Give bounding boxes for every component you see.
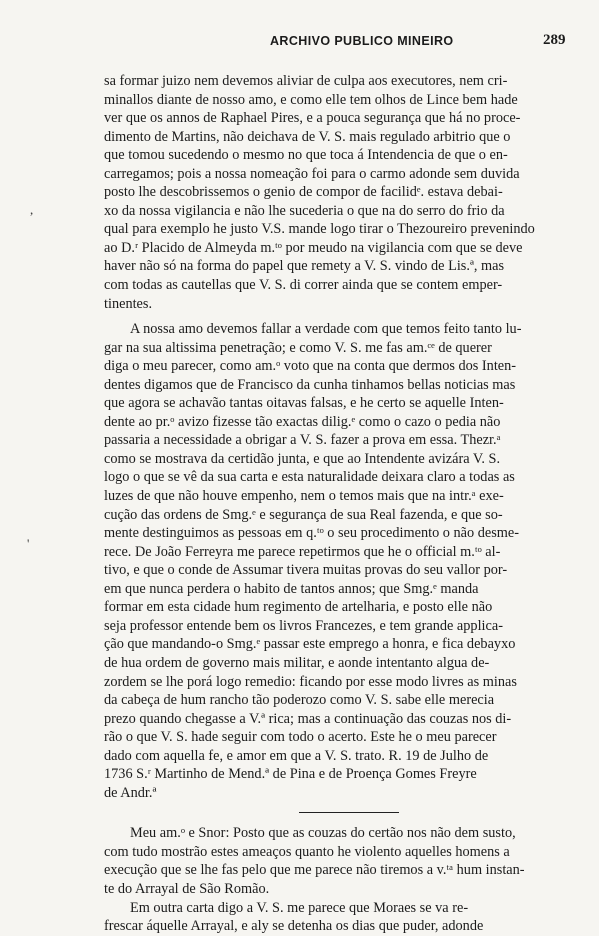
text-line: diga o meu parecer, como am.ᵒ voto que na conta que dermos dos Inten- xyxy=(104,358,517,375)
text-line: seja professor entende bem os livros Francezes, e tem grande applica- xyxy=(104,617,503,634)
text-line: tinentes. xyxy=(104,295,153,312)
text-line: A nossa amo devemos fallar a verdade com que temos feito tanto lu- xyxy=(130,321,522,338)
text-line: passaria a necessidade a obrigar a V. S. fazer a prova em essa. Thezr.ᵃ xyxy=(104,432,501,449)
section-divider xyxy=(299,812,399,813)
text-line: dente ao pr.ᵒ avizo fizesse tão exactas dilig.ᵉ como o cazo o pedia não xyxy=(104,413,501,430)
text-line: que agora se achavão tantas oitavas falsas, e he certo se aquelle Inten- xyxy=(104,395,504,412)
text-line: logo o que se vê da sua carta e esta naturalidade deixara claro a todas as xyxy=(104,469,515,486)
letter-1 xyxy=(104,72,574,802)
text-line: dimento de Martins, não deichava de V. S. mais regulado arbitrio que o xyxy=(104,128,511,145)
running-head: ARCHIVO PUBLICO MINEIRO xyxy=(270,34,454,48)
text-line: xo da nossa vigilancia e não lhe sucederia o que na do serro do frio da xyxy=(104,202,505,219)
text-line: sa formar juizo nem devemos aliviar de culpa aos executores, nem cri- xyxy=(104,73,508,89)
text-line: de hua ordem de governo mais militar, e aonde intentanto algua de- xyxy=(104,654,490,671)
text-line: frescar áquelle Arrayal, e aly se detenha os dias que puder, adonde xyxy=(104,918,484,935)
text-line: como se mostrava da certidão junta, e que ao Intendente avizára V. S. xyxy=(104,450,501,467)
text-line: zordem se lhe porá logo remedio: ficando por esse modo livres as minas xyxy=(104,673,517,690)
text-line: com todas as cautellas que V. S. di correr ainda que se contem emper- xyxy=(104,277,503,294)
text-line: que tomou sucedendo o mesmo no que toca á Intendencia de que o en- xyxy=(104,147,508,164)
letter-2 xyxy=(104,824,574,935)
text-line: de Andr.ª xyxy=(104,784,157,801)
text-line: luzes de que não houve empenho, nem o temos mais que na intr.ᵃ exe- xyxy=(104,488,504,505)
text-line: ver que os annos de Raphael Pires, e a pouca segurança que há no proce- xyxy=(104,110,521,127)
text-line: gar na sua altissima penetração; e como V. S. me fas am.ᶜᵉ de querer xyxy=(104,339,492,356)
text-line: qual para exemplo he justo V.S. mande logo tirar o Thezoureiro prevenindo xyxy=(104,221,535,238)
page-header xyxy=(0,32,599,54)
text-line: Meu am.ᵒ e Snor: Posto que as couzas do certão nos não dem susto, xyxy=(130,825,516,842)
page-number: 289 xyxy=(543,32,566,48)
text-line: minallos diante de nosso amo, e como elle tem olhos de Lince bem hade xyxy=(104,91,518,108)
text-line: ao D.ʳ Placido de Almeyda m.ᵗᵒ por meudo na vigilancia com que se deve xyxy=(104,239,523,256)
text-line: dado com aquella fe, e amor em que a V. S. trato. R. 19 de Julho de xyxy=(104,747,489,764)
text-line: em que nunca perdera o habito de tantos annos; que Smg.ᵉ manda xyxy=(104,580,479,597)
text-line: posto lhe descobrissemos o genio de compor de facilidᵉ. estava debai- xyxy=(104,184,503,201)
paragraph-gap xyxy=(104,313,574,320)
text-line: tivo, e que o conde de Assumar tivera muitas provas do seu vallor por- xyxy=(104,562,508,579)
text-line: te do Arrayal de São Romão. xyxy=(104,880,270,897)
margin-mark: , xyxy=(30,202,34,217)
text-line: rão o que V. S. hade seguir com todo o acerto. Este he o meu parecer xyxy=(104,729,497,746)
margin-mark: ' xyxy=(27,536,30,551)
text-line: ção que mandando-o Smg.ᵉ passar este emprego a honra, e fica debayxo xyxy=(104,636,516,653)
text-line: carregamos; pois a nossa nomeação foi para o carmo adonde sem duvida xyxy=(104,165,520,182)
text-line: 1736 S.ʳ Martinho de Mend.ª de Pina e de Proença Gomes Freyre xyxy=(104,766,477,783)
text-line: com tudo mostrão estes ameaços quanto he violento aquelles homens a xyxy=(104,843,510,860)
text-line: da cabeça de hum rancho tão poderozo como V. S. sabe elle merecia xyxy=(104,692,495,709)
text-line: Em outra carta digo a V. S. me parece que Moraes se va re- xyxy=(130,899,469,916)
body-text xyxy=(104,72,574,936)
text-line: dentes digamos que de Francisco da cunha tinhamos bellas noticias mas xyxy=(104,376,516,393)
text-line: haver não só na forma do papel que remety a V. S. vindo de Lis.ª, mas xyxy=(104,258,505,275)
text-line: cução das ordens de Smg.ᵉ e segurança de sua Real fazenda, e que so- xyxy=(104,506,503,523)
text-line: execução que se lhe fas pelo que me parece não tiremos a v.ᵗᵃ hum instan- xyxy=(104,862,525,879)
text-line: mente destinguimos as pessoas em q.ᵗᵒ o seu procedimento o não desme- xyxy=(104,525,520,542)
text-line: prezo quando chegasse a V.ª rica; mas a continuação das couzas nos di- xyxy=(104,710,512,727)
text-line: formar em esta cidade hum regimento de artelharia, e posto elle não xyxy=(104,599,493,616)
text-line: rece. De João Ferreyra me parece repetirmos que he o official m.ᵗᵒ al- xyxy=(104,543,501,560)
